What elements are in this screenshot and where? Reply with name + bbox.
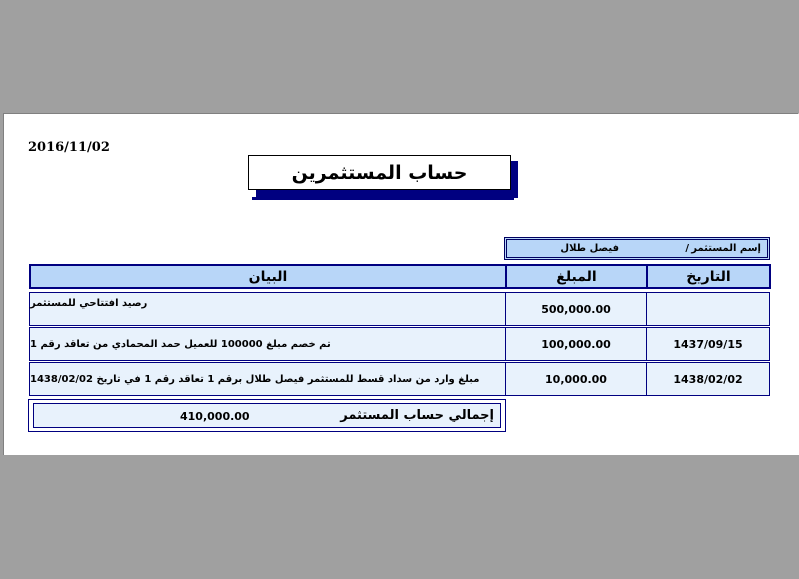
total-inner [33, 403, 501, 428]
total-label: إجمالي حساب المستثمر [340, 408, 494, 423]
total-box [28, 399, 506, 432]
row-3-date: 1438/02/02 [646, 362, 770, 396]
investor-label: إسم المستثمر [691, 243, 761, 254]
report-page [3, 113, 799, 455]
report-title: حساب المستثمرين [248, 155, 511, 190]
row-3-description: مبلغ وارد من سداد قسط للمستثمر فيصل طلال برقم 1 تعاقد رقم 1 في تاريخ 1438/02/02 [29, 362, 506, 396]
row-1-description: رصيد افتتاحي للمستثمر [29, 292, 506, 326]
total-value: 410,000.00 [180, 410, 250, 423]
header-date: التاريخ [646, 264, 771, 289]
header-amount: المبلغ [505, 264, 648, 289]
row-3-amount: 10,000.00 [505, 362, 647, 396]
row-2-date: 1437/09/15 [646, 327, 770, 361]
row-1-amount: 500,000.00 [505, 292, 647, 326]
investor-separator: / [685, 243, 689, 254]
row-1-date [646, 292, 770, 326]
investor-name: فيصل طلال [560, 243, 619, 254]
report-date: 2016/11/02 [28, 140, 110, 155]
row-2-amount: 100,000.00 [505, 327, 647, 361]
row-2-description: تم خصم مبلغ 100000 للعميل حمد المحمادي من تعاقد رقم 1 [29, 327, 506, 361]
title-underline [252, 197, 514, 200]
investor-info [504, 237, 770, 260]
header-description: البيان [29, 264, 507, 289]
